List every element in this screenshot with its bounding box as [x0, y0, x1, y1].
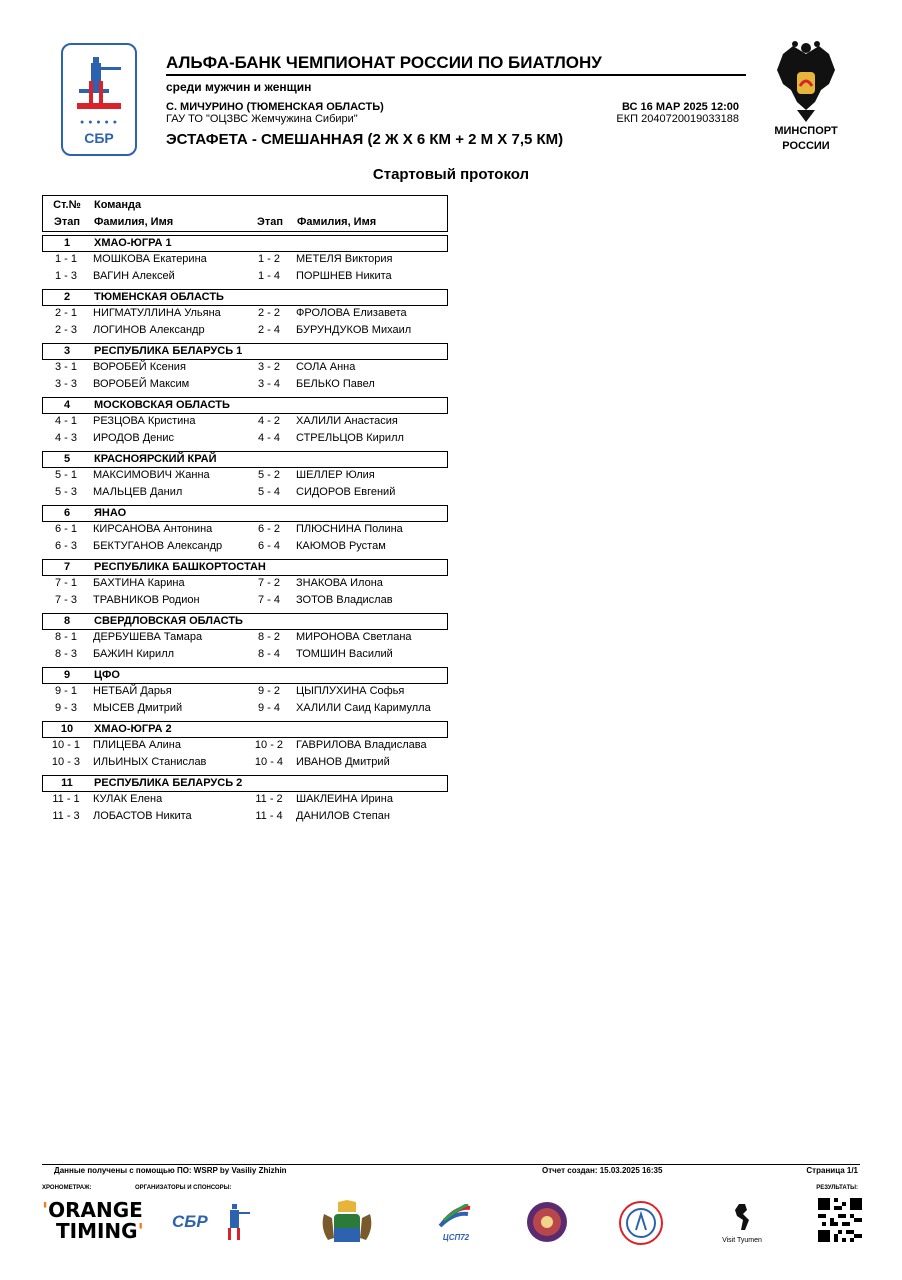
leg-number: 2 - 2: [257, 307, 280, 319]
table-header: [42, 195, 448, 232]
team-row: [42, 397, 448, 414]
venue: С. МИЧУРИНО (ТЮМЕНСКАЯ ОБЛАСТЬ): [166, 101, 384, 113]
club-emblem-icon: [526, 1201, 568, 1243]
leg-row: [42, 377, 448, 394]
team-start-no: 7: [63, 561, 71, 573]
table-body: [42, 235, 448, 826]
header-name: Фамилия, Имя: [94, 216, 174, 228]
team-name: КРАСНОЯРСКИЙ КРАЙ: [94, 453, 217, 465]
athlete-name: КАЮМОВ Рустам: [296, 540, 386, 552]
athlete-name: КИРСАНОВА Антонина: [93, 523, 213, 535]
tyumen-region-coat-of-arms-icon: [318, 1200, 376, 1246]
leg-number: 7 - 1: [54, 577, 77, 589]
orange-timing-line1: ORANGE: [48, 1198, 143, 1222]
visit-tyumen-text: Visit Tyumen: [722, 1237, 762, 1244]
csp72-text: ЦСП72: [442, 1233, 470, 1242]
team-start-no: 2: [63, 291, 71, 303]
pearl-of-siberia-logo-icon: [618, 1200, 664, 1246]
athlete-name: ЛОБАСТОВ Никита: [93, 810, 192, 822]
athlete-name: ДЕРБУШЕВА Тамара: [93, 631, 203, 643]
leg-number: 9 - 2: [257, 685, 280, 697]
leg-row: [42, 323, 448, 340]
athlete-name: ФРОЛОВА Елизавета: [296, 307, 407, 319]
competition-subtitle: среди мужчин и женщин: [166, 80, 312, 94]
athlete-name: ЗОТОВ Владислав: [296, 594, 393, 606]
title-divider: [166, 74, 746, 76]
minsport-logo: [764, 40, 848, 154]
athlete-name: СОЛА Анна: [296, 361, 356, 373]
team-start-no: 9: [63, 669, 71, 681]
team-name: ЯНАО: [94, 507, 127, 519]
athlete-name: КУЛАК Елена: [93, 793, 163, 805]
ministry-line1: МИНСПОРТ: [774, 125, 838, 137]
sbr-sponsor-logo: [172, 1200, 256, 1246]
leg-number: 5 - 3: [54, 486, 77, 498]
results-label: РЕЗУЛЬТАТЫ:: [816, 1185, 858, 1191]
leg-number: 11 - 3: [52, 810, 80, 822]
leg-number: 2 - 1: [54, 307, 77, 319]
athlete-name: МАКСИМОВИЧ Жанна: [93, 469, 210, 481]
header-team: Команда: [94, 199, 142, 211]
results-qr-code-icon[interactable]: [818, 1198, 862, 1242]
biathlete-icon: [220, 1202, 252, 1242]
leg-number: 3 - 2: [257, 361, 280, 373]
csp72-logo: [438, 1204, 474, 1242]
biathlete-icon: [71, 51, 127, 119]
athlete-name: ХАЛИЛИ Анастасия: [296, 415, 398, 427]
team-start-no: 11: [61, 777, 73, 789]
orange-timing-line2: TIMING: [56, 1219, 138, 1243]
leg-row: [42, 738, 448, 755]
report-title: Стартовый протокол: [372, 166, 530, 183]
header-leg: Этап: [54, 216, 80, 228]
athlete-name: БУРУНДУКОВ Михаил: [296, 324, 412, 336]
athlete-name: МЕТЕЛЯ Виктория: [296, 253, 393, 265]
event-name: ЭСТАФЕТА - СМЕШАННАЯ (2 Ж X 6 КМ + 2 М X 7,5 КМ): [166, 131, 564, 148]
athlete-name: ХАЛИЛИ Саид Каримулла: [296, 702, 431, 714]
team-name: ЦФО: [94, 669, 120, 681]
athlete-name: ИЛЬИНЫХ Станислав: [93, 756, 207, 768]
leg-row: [42, 414, 448, 431]
team-name: РЕСПУБЛИКА БАШКОРТОСТАН: [94, 561, 266, 573]
athlete-name: ПЛЮСНИНА Полина: [296, 523, 403, 535]
athlete-name: МЫСЕВ Дмитрий: [93, 702, 183, 714]
athlete-name: ИРОДОВ Денис: [93, 432, 175, 444]
leg-row: [42, 684, 448, 701]
team-start-no: 5: [63, 453, 71, 465]
leg-number: 10 - 2: [254, 739, 284, 751]
team-row: [42, 667, 448, 684]
visit-tyumen-figure-icon: [731, 1202, 753, 1232]
leg-row: [42, 792, 448, 809]
leg-number: 1 - 1: [54, 253, 77, 265]
athlete-name: ИВАНОВ Дмитрий: [296, 756, 390, 768]
leg-row: [42, 809, 448, 826]
athlete-name: ЗНАКОВА Илона: [296, 577, 383, 589]
leg-number: 11 - 1: [52, 793, 80, 805]
athlete-name: МИРОНОВА Светлана: [296, 631, 412, 643]
page-number: Страница 1/1: [806, 1166, 858, 1175]
leg-number: 6 - 1: [54, 523, 77, 535]
team-name: РЕСПУБЛИКА БЕЛАРУСЬ 2: [94, 777, 243, 789]
athlete-name: ГАВРИЛОВА Владислава: [296, 739, 427, 751]
team-row: [42, 343, 448, 360]
team-start-no: 3: [63, 345, 71, 357]
leg-row: [42, 576, 448, 593]
leg-number: 3 - 4: [257, 378, 280, 390]
data-source: Данные получены с помощью ПО: WSRP by Vasiliy Zhizhin: [54, 1166, 287, 1175]
team-name: РЕСПУБЛИКА БЕЛАРУСЬ 1: [94, 345, 243, 357]
leg-number: 10 - 3: [51, 756, 81, 768]
leg-number: 9 - 4: [257, 702, 280, 714]
leg-number: 5 - 1: [54, 469, 77, 481]
ministry-line2: РОССИИ: [782, 140, 830, 152]
leg-row: [42, 360, 448, 377]
leg-number: 4 - 1: [54, 415, 77, 427]
leg-row: [42, 647, 448, 664]
leg-number: 8 - 2: [257, 631, 280, 643]
athlete-name: СИДОРОВ Евгений: [296, 486, 396, 498]
team-row: [42, 235, 448, 252]
leg-row: [42, 630, 448, 647]
athlete-name: ВОРОБЕЙ Максим: [93, 378, 190, 390]
leg-number: 9 - 1: [54, 685, 77, 697]
competition-title: АЛЬФА-БАНК ЧЕМПИОНАТ РОССИИ ПО БИАТЛОНУ: [166, 53, 602, 72]
leg-number: 5 - 2: [257, 469, 280, 481]
athlete-name: МОШКОВА Екатерина: [93, 253, 207, 265]
athlete-name: ЦЫПЛУХИНА Софья: [296, 685, 405, 697]
sbr-logo-text: СБР: [84, 130, 114, 146]
leg-number: 7 - 3: [54, 594, 77, 606]
leg-row: [42, 252, 448, 269]
leg-number: 11 - 2: [255, 793, 283, 805]
team-row: [42, 289, 448, 306]
leg-row: [42, 468, 448, 485]
athlete-name: ШАКЛЕИНА Ирина: [296, 793, 393, 805]
leg-row: [42, 755, 448, 772]
ekp-code: ЕКП 2040720019033188: [616, 113, 739, 125]
leg-number: 8 - 1: [54, 631, 77, 643]
leg-number: 5 - 4: [257, 486, 280, 498]
double-headed-eagle-icon: [771, 40, 841, 124]
sbr-logo-dots: ● ● ● ● ●: [80, 119, 118, 126]
athlete-name: ТОМШИН Василий: [296, 648, 393, 660]
leg-number: 7 - 4: [257, 594, 280, 606]
athlete-name: БАХТИНА Карина: [93, 577, 185, 589]
leg-row: [42, 431, 448, 448]
team-start-no: 10: [60, 723, 74, 735]
report-created: Отчет создан: 15.03.2025 16:35: [542, 1166, 663, 1175]
orange-timing-logo: 'ORANGE TIMING': [42, 1198, 144, 1243]
team-name: ТЮМЕНСКАЯ ОБЛАСТЬ: [94, 291, 224, 303]
sponsors-label: ОРГАНИЗАТОРЫ И СПОНСОРЫ:: [135, 1185, 232, 1191]
leg-number: 2 - 4: [257, 324, 280, 336]
team-name: МОСКОВСКАЯ ОБЛАСТЬ: [94, 399, 230, 411]
team-row: [42, 451, 448, 468]
athlete-name: НИГМАТУЛЛИНА Ульяна: [93, 307, 221, 319]
leg-row: [42, 522, 448, 539]
athlete-name: БЕКТУГАНОВ Александр: [93, 540, 223, 552]
leg-row: [42, 485, 448, 502]
team-row: [42, 559, 448, 576]
csp72-swoosh-icon: [438, 1204, 474, 1228]
leg-number: 3 - 1: [54, 361, 77, 373]
leg-number: 2 - 3: [54, 324, 77, 336]
start-list-table: [42, 195, 448, 826]
organizer: ГАУ ТО "ОЦЗВС Жемчужина Сибири": [166, 113, 358, 125]
leg-row: [42, 701, 448, 718]
athlete-name: ТРАВНИКОВ Родион: [93, 594, 200, 606]
header-start-no: Ст.№: [53, 199, 81, 211]
athlete-name: ВАГИН Алексей: [93, 270, 175, 282]
header-name-2: Фамилия, Имя: [297, 216, 377, 228]
leg-number: 1 - 3: [54, 270, 77, 282]
sbr-sponsor-text: СБР: [172, 1212, 208, 1231]
leg-number: 1 - 4: [257, 270, 280, 282]
athlete-name: НЕТБАЙ Дарья: [93, 685, 172, 697]
leg-number: 4 - 4: [257, 432, 280, 444]
footer-divider: [42, 1164, 860, 1165]
leg-number: 4 - 2: [257, 415, 280, 427]
athlete-name: ПОРШНЕВ Никита: [296, 270, 392, 282]
team-start-no: 8: [63, 615, 71, 627]
leg-number: 6 - 3: [54, 540, 77, 552]
leg-number: 10 - 4: [254, 756, 284, 768]
team-name: ХМАО-ЮГРА 1: [94, 237, 172, 249]
team-name: СВЕРДЛОВСКАЯ ОБЛАСТЬ: [94, 615, 243, 627]
leg-number: 10 - 1: [51, 739, 81, 751]
leg-number: 8 - 4: [257, 648, 280, 660]
timing-label: ХРОНОМЕТРАЖ:: [42, 1185, 92, 1191]
leg-row: [42, 539, 448, 556]
athlete-name: БАЖИН Кирилл: [93, 648, 175, 660]
team-start-no: 4: [63, 399, 71, 411]
team-start-no: 1: [63, 237, 71, 249]
header-leg-2: Этап: [257, 216, 283, 228]
leg-row: [42, 306, 448, 323]
athlete-name: ЛОГИНОВ Александр: [93, 324, 205, 336]
team-row: [42, 613, 448, 630]
athlete-name: БЕЛЬКО Павел: [296, 378, 375, 390]
athlete-name: МАЛЬЦЕВ Данил: [93, 486, 183, 498]
sbr-logo: [61, 43, 137, 156]
team-row: [42, 775, 448, 792]
leg-number: 6 - 2: [257, 523, 280, 535]
athlete-name: РЕЗЦОВА Кристина: [93, 415, 196, 427]
athlete-name: СТРЕЛЬЦОВ Кирилл: [296, 432, 404, 444]
leg-number: 4 - 3: [54, 432, 77, 444]
leg-number: 1 - 2: [257, 253, 280, 265]
leg-number: 7 - 2: [257, 577, 280, 589]
athlete-name: ВОРОБЕЙ Ксения: [93, 361, 186, 373]
athlete-name: ДАНИЛОВ Степан: [296, 810, 390, 822]
leg-row: [42, 269, 448, 286]
leg-number: 3 - 3: [54, 378, 77, 390]
team-row: [42, 721, 448, 738]
visit-tyumen-logo: [716, 1202, 768, 1244]
leg-number: 6 - 4: [257, 540, 280, 552]
team-name: ХМАО-ЮГРА 2: [94, 723, 172, 735]
athlete-name: ШЕЛЛЕР Юлия: [296, 469, 375, 481]
athlete-name: ПЛИЦЕВА Алина: [93, 739, 181, 751]
leg-number: 11 - 4: [255, 810, 283, 822]
event-datetime: ВС 16 МАР 2025 12:00: [622, 101, 739, 113]
leg-number: 8 - 3: [54, 648, 77, 660]
leg-number: 9 - 3: [54, 702, 77, 714]
team-row: [42, 505, 448, 522]
team-start-no: 6: [63, 507, 71, 519]
leg-row: [42, 593, 448, 610]
